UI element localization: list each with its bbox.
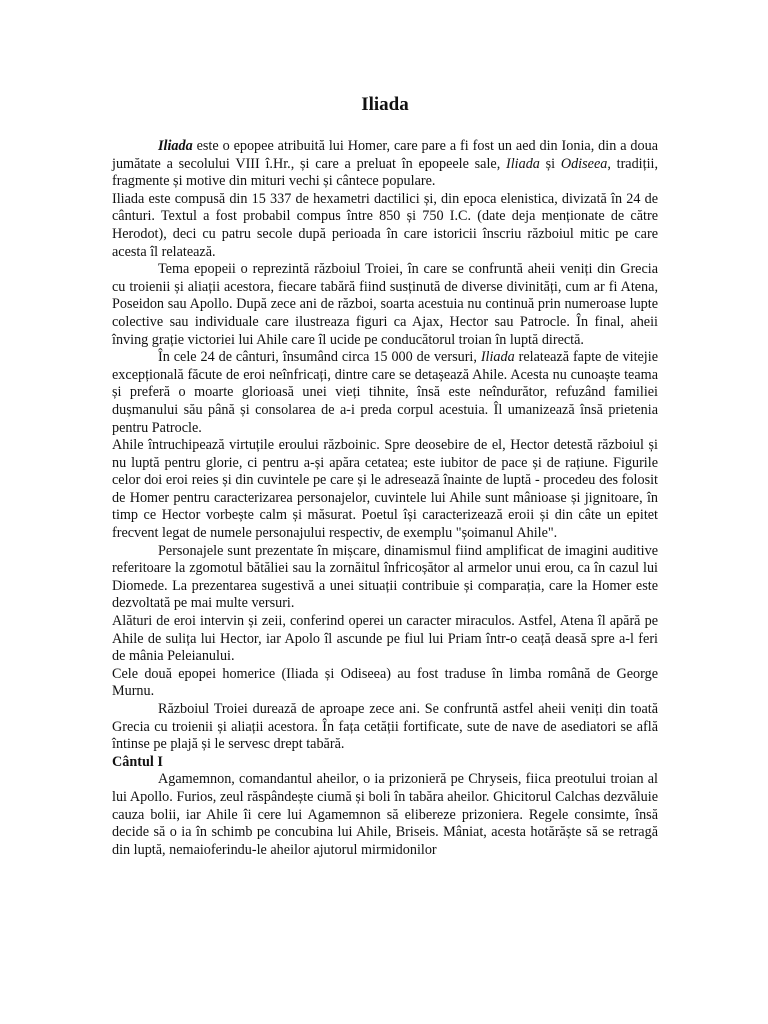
- paragraph: [112, 613, 658, 666]
- paragraph: [112, 771, 658, 859]
- text-run: și: [539, 155, 561, 172]
- text-run: Iliada este compusă din 15 337 de hexametri dactilici și, din epoca elenistica, divizată în 24 de cânturi. Textul a fost probabil compus între 850 și 750 I.C. (date deja menționate de către Herodot), deci cu patru secole după perioada în care istoricii înscriu războiul mitic pe care acesta îl relatează.: [112, 190, 658, 260]
- italic-title: Iliada: [506, 155, 540, 172]
- paragraph: [112, 138, 658, 191]
- text-run: Ahile întruchipează virtuțile eroului războinic. Spre deosebire de el, Hector detestă războiul și nu luptă pentru glorie, ci pentru a-și apăra cetatea; este iubitor de pace și de rațiune. Figurile celor doi eroi reies și din cuvintele pe care și le adresează înainte de luptă - procedeu des folosit de Homer pentru caracterizarea personajelor, cuvintele lui Ahile sunt mânioase și jignitoare, în timp ce Hector vorbește calm și măsurat. Poetul își caracterizează eroii și din câte un epitet frecvent legat de numele personajului respectiv, de exemplu "șoimanul Ahile".: [112, 437, 658, 542]
- paragraph: [112, 543, 658, 613]
- text-run: Personajele sunt prezentate în mișcare, dinamismul fiind amplificat de imagini auditive referitoare la zgomotul bătăliei sau la zornăitul înfricoșător al armelor unui erou, ca în cazul lui Diomede. La prezentarea sugestivă a unei situații contribuie și comparația, care la Homer este dezvoltată pe mai multe versuri.: [112, 542, 658, 612]
- document-title: Iliada: [361, 94, 409, 115]
- italic-title: Iliada: [480, 349, 515, 366]
- text-run: Cele două epopei homerice (Iliada și Odiseea) au fost traduse în limba română de George Murnu.: [112, 665, 658, 700]
- paragraph: [112, 666, 658, 701]
- text-run: În cele 24 de cânturi, însumând circa 15 000 de versuri,: [158, 349, 481, 366]
- document-body: [112, 138, 658, 754]
- paragraph: [112, 437, 658, 543]
- text-run: Agamemnon, comandantul aheilor, o ia prizonieră pe Chryseis, fiica preotului troian al lui Apollo. Furios, zeul răspândește ciumă și boli în tabăra aheilor. Ghicitorul Calchas dezvăluie cauza bolii, iar Ahile îi cere lui Agamemnon să elibereze prizoniera. Regele consimte, însă decide să o ia în schimb pe concubina lui Ahile, Briseis. Mâniat, acesta hotărăște să se retragă din luptă, nemaioferindu-le aheilor ajutorul mirmidonilor: [112, 771, 658, 858]
- text-run: Tema epopeii o reprezintă războiul Troiei, în care se confruntă aheii veniți din Grecia cu troienii și aliații acestora, fiecare tabără fiind susținută de diverse divinități, cum ar fi Atena, Poseidon sau Apollo. După zece ani de război, soarta acestuia nu continuă prin numeroase lupte colective sau individuale care ilustreaza figuri ca Ajax, Hector sau Patrocle. În final, aheii înving grație victoriei lui Ahile care îl ucide pe conducătorul troian în luptă directă.: [112, 261, 658, 348]
- text-run: Alături de eroi intervin și zeii, conferind operei un caracter miraculos. Astfel, Atena îl apără pe Ahile de sulița lui Hector, iar Apolo îl ascunde pe fiul lui Priam într-o ceață deasă spre a-l feri de mânia Peleianului.: [112, 613, 658, 665]
- section-body: [112, 771, 658, 859]
- paragraph: [112, 349, 658, 437]
- paragraph: [112, 701, 658, 754]
- text-run: este o epopee atribuită lui Homer, care pare a fi fost un aed din Ionia, din a doua jumătate a secolului VIII î.Hr., și care a preluat în epopeele sale,: [112, 138, 658, 172]
- paragraph: [112, 191, 658, 261]
- emphasized-title: Iliada: [158, 138, 193, 154]
- text-run: relatează fapte de vitejie excepțională făcute de eroi neînfricați, dintre care se detașează Ahile. Acesta nu cunoaște teama și preferă o moarte glorioasă unei vieți tihnite, însă este neîndurător, refuzând familiei dușmanului său până și consolarea de a-i preda corpul acestuia. Îl umanizează însă prietenia pentru Patrocle.: [112, 349, 658, 436]
- paragraph: [112, 261, 658, 349]
- text-run: , tradiții, fragmente și motive din mituri vechi și cântece populare.: [112, 155, 659, 190]
- section-heading: Cântul I: [112, 753, 163, 770]
- italic-title: Odiseea: [560, 155, 608, 172]
- text-run: Războiul Troiei durează de aproape zece ani. Se confruntă astfel aheii veniți din toată Grecia cu troienii și aliații acestora. În fața cetății fortificate, sute de nave de asediatori se află întinse pe plajă și le servesc drept tabără.: [112, 701, 658, 753]
